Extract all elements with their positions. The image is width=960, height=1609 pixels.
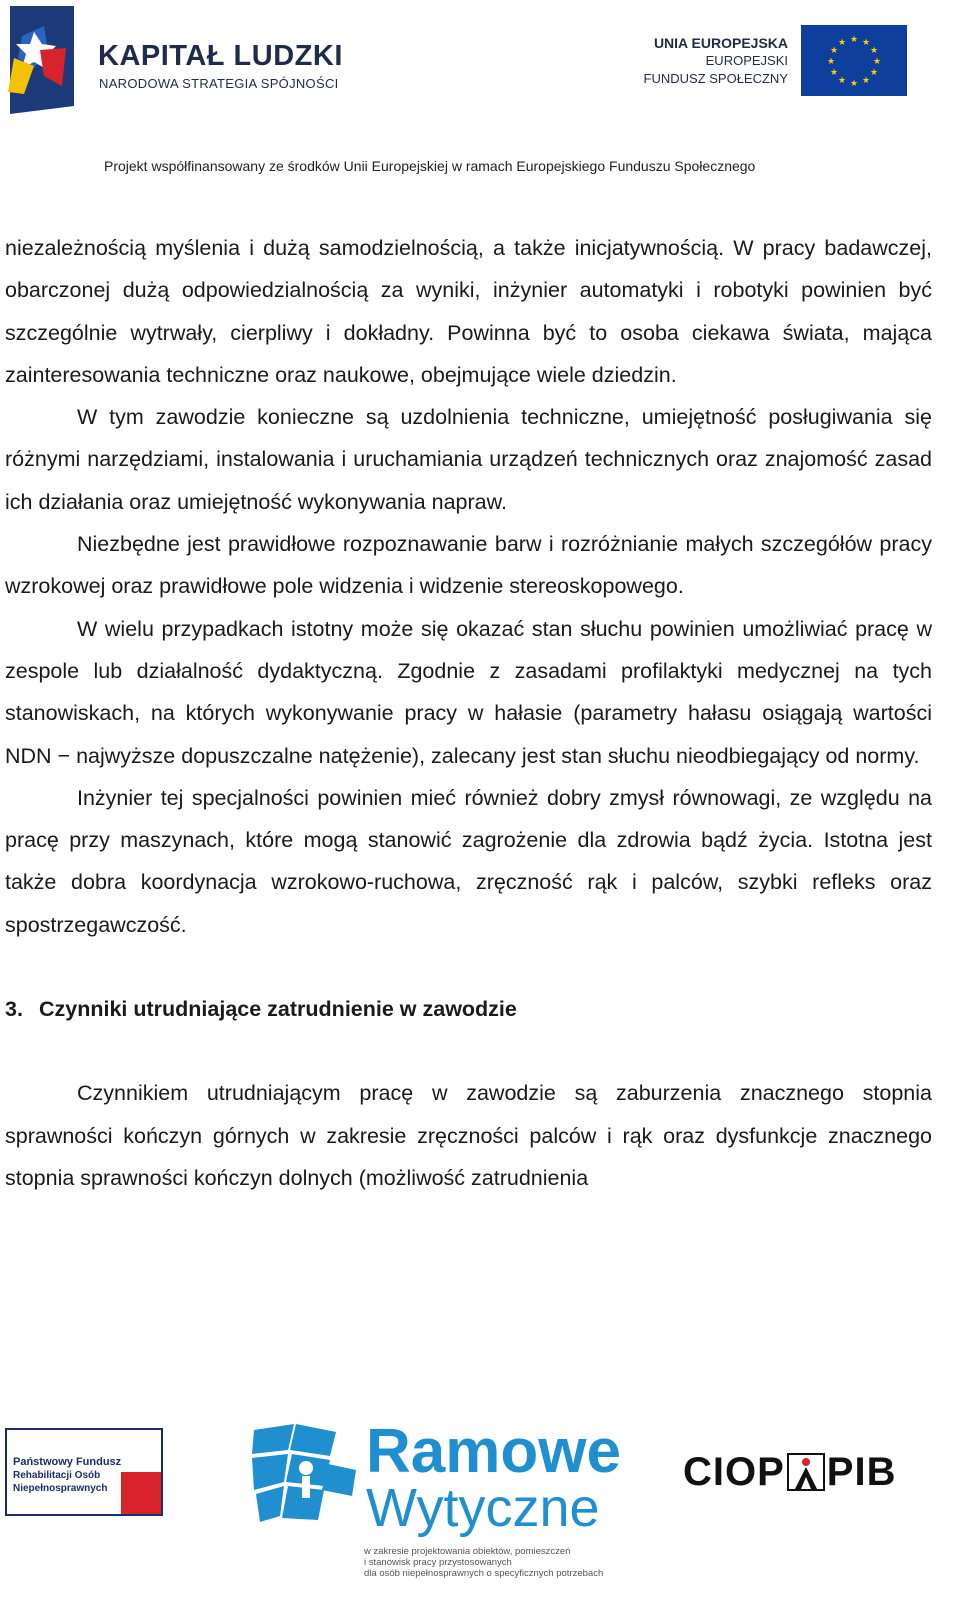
eu-flag-icon [801,25,907,96]
eu-line-1: UNIA EUROPEJSKA [653,35,788,51]
ciop-person-icon [787,1453,825,1491]
logo-title: KAPITAŁ LUDZKI [98,40,343,72]
pfron-line-3: Niepełnosprawnych [13,1483,108,1494]
document-body [5,227,932,1199]
ramowe-wytyczne-symbol-icon [250,1420,360,1530]
eu-fund-label [644,34,788,88]
page-header [0,0,960,200]
svg-text:★: ★ [861,76,871,86]
ramowe-title: Ramowe [366,1417,621,1486]
section-heading [5,988,932,1030]
pfron-text [13,1456,121,1495]
svg-text:★: ★ [861,38,871,48]
svg-text:★: ★ [849,35,859,45]
paragraph-5: Inżynier tej specjalności powinien mieć również dobry zmysł równowagi, ze względu na pracę przy maszynach, które mogą stanowić zagrożenie dla zdrowia bądź życia. Istotna jest także dobra koordynacja wzrokowo-ruchowa, zręczność rąk i palców, szybki refleks oraz spostrzegawczość. [5,785,932,937]
svg-text:★: ★ [829,46,839,56]
svg-text:★: ★ [826,57,836,67]
ramowe-subtitle-line-3: dla osób niepełnosprawnych o specyficznych potrzebach [364,1568,604,1579]
pfron-flag-stripe [121,1430,161,1514]
eu-line-2: EUROPEJSKI [705,53,788,68]
svg-text:★: ★ [872,57,882,67]
pfron-line-1: Państwowy Fundusz [13,1456,122,1468]
wytyczne-title: Wytyczne [366,1478,600,1538]
ciop-pib-logo [683,1450,896,1495]
svg-text:★: ★ [849,79,859,89]
svg-text:★: ★ [837,38,847,48]
page-footer [0,1417,960,1609]
ciop-text: CIOP [683,1450,785,1494]
section-title: Czynniki utrudniające zatrudnienie w zawodzie [39,997,517,1022]
ramowe-subtitle [364,1546,603,1579]
paragraph-2: W tym zawodzie konieczne są uzdolnienia techniczne, umiejętność posługiwania się różnymi narzędziami, instalowania i uruchamiania urządzeń technicznych oraz znajomość zasad ich działania oraz umiejętność wykonywania napraw. [5,405,932,514]
svg-text:★: ★ [869,68,879,78]
paragraph-1: niezależnością myślenia i dużą samodzielnością, a także inicjatywnością. W pracy badawczej, obarczonej dużą odpowiedzialnością za wyniki, inżynier automatyki i robotyki powinien być szczególnie wytrwały, cierpliwy i dokładny. Powinna być to osoba ciekawa świata, mająca zainteresowania techniczne oraz naukowe, obejmujące wiele dziedzin. [5,236,932,387]
eu-line-3: FUNDUSZ SPOŁECZNY [643,71,788,86]
svg-text:★: ★ [837,76,847,86]
logo-subtitle: NARODOWA STRATEGIA SPÓJNOŚCI [99,76,339,91]
ramowe-subtitle-line-2: i stanowisk pracy przystosowanych [364,1557,512,1568]
paragraph-6: Czynnikiem utrudniającym pracę w zawodzie są zaburzenia znacznego stopnia sprawności kończyn górnych w zakresie zręczności palców i rąk oraz dysfunkcje znacznego stopnia sprawności kończyn dolnych (możliwość zatrudnienia [5,1081,932,1190]
paragraph-3: Niezbędne jest prawidłowe rozpoznawanie barw i rozróżnianie małych szczegółów pracy wzrokowej oraz prawidłowe pole widzenia i widzenie stereoskopowego. [5,532,932,599]
svg-text:★: ★ [869,46,879,56]
pib-text: PIB [826,1450,897,1494]
paragraph-4: W wielu przypadkach istotny może się okazać stan słuchu powinien umożliwiać pracę w zespole lub działalność dydaktyczną. Zgodnie z zasadami profilaktyki medycznej na tych stanowiskach, na których wykonywanie pracy w hałasie (parametry hałasu osiągają wartości NDN − najwyższe dopuszczalne natężenie), zalecany jest stan słuchu nieodbiegający od normy. [5,616,932,768]
svg-text:★: ★ [829,68,839,78]
section-number: 3. [5,997,23,1022]
ramowe-subtitle-line-1: w zakresie projektowania obiektów, pomieszczeń [364,1546,571,1557]
cofinancing-note: Projekt współfinansowany ze środków Unii Europejskiej w ramach Europejskiego Funduszu Społecznego [104,158,756,174]
pfron-line-2: Rehabilitacji Osób [13,1470,101,1481]
pfron-logo [5,1428,163,1516]
kapital-ludzki-logo [4,6,74,114]
